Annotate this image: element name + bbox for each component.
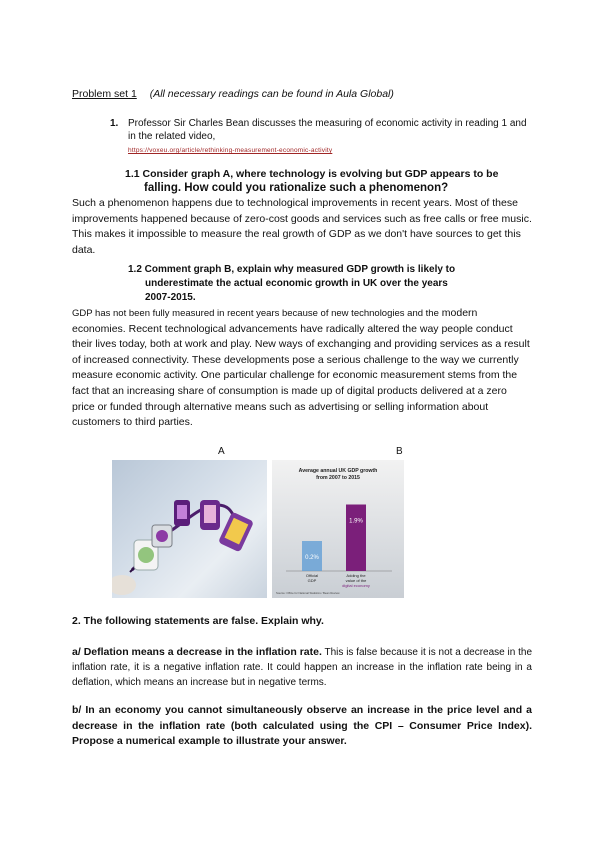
question-1 — [110, 117, 530, 157]
question-2a-answer: This is false because it is not a decrease in the inflation rate, it is a negative inflation rate. It could happen an increase in the inflation rate being in a deflation, which means an increase but in negative terms. — [72, 647, 533, 688]
problem-set-title: Problem set 1 — [72, 88, 137, 100]
question-1-2 — [128, 263, 528, 305]
question-1-text: Professor Sir Charles Bean discusses the measuring of economic activity in reading 1 and in the related video, — [128, 118, 527, 142]
answer-1-2-rest: modern economies. Recent technological advancements have radically altered the way people conduct their lives today, both at work and play. New ways of exchanging and providing services as a result of increased connectivity. These developments pose a serious challenge to the way we currently measure economic activity. One particular challenge for economic measurement stems from the fact that an increasing share of consumption is made up of digital products delivered at a zero price or funded through alternative means such as advertising or selling information about customers to third parties. — [72, 307, 530, 429]
voxeu-article-link[interactable]: https://voxeu.org/article/rethinking-measurement-economic-activity — [128, 147, 333, 154]
category-label: value of the — [345, 578, 367, 583]
question-1-2-line1: 1.2 Comment graph B, explain why measured GDP growth is likely to — [128, 264, 456, 275]
category-label: digital economy — [342, 583, 370, 588]
graph-a-image — [112, 460, 267, 598]
gdp-growth-bar-chart — [272, 460, 404, 598]
question-1-1-line2: falling. How could you rationalize such a phenomenon? — [144, 182, 449, 194]
question-1-1 — [125, 167, 525, 195]
problem-set-header — [72, 88, 394, 100]
technology-evolution-illustration — [112, 460, 267, 598]
answer-1-1: Such a phenomenon happens due to technological improvements in recent years. Most of these improvements happened because of zero-cost goods and services such as free calls or free music. This makes it impossible to measure the real growth of GDP as we don't have sources to get this data. — [72, 197, 532, 256]
question-2a — [72, 645, 532, 690]
question-2-heading: 2. The following statements are false. Explain why. — [72, 615, 324, 627]
figure-a-label: A — [218, 446, 225, 457]
graph-b-title-line2: from 2007 to 2015 — [316, 475, 360, 481]
graph-b-chart — [272, 460, 404, 598]
bar-digital-economy — [346, 505, 366, 572]
category-label: Official — [305, 573, 319, 578]
question-2b: b/ In an economy you cannot simultaneously observe an increase in the price level and a decrease in the inflation rate (both calculated using the CPI – Consumer Price Index). Propose a numerical example to illustrate your answer. — [72, 704, 532, 747]
graph-b-title-line1: Average annual UK GDP growth — [298, 468, 378, 474]
readings-note: (All necessary readings can be found in Aula Global) — [149, 88, 394, 100]
figure-b-label: B — [396, 446, 403, 457]
answer-1-2-first-line: GDP has not been fully measured in recent years because of new technologies and the — [72, 308, 439, 319]
category-label: Adding the — [346, 573, 366, 578]
question-1-number: 1. — [110, 118, 119, 129]
answer-1-2 — [72, 306, 532, 431]
bar-value-label: 0.2% — [305, 555, 319, 561]
graph-b-source: Source: Office for National Statistics / Bean Review — [276, 591, 340, 595]
question-2a-statement: a/ Deflation means a decrease in the inflation rate. — [72, 646, 322, 658]
category-label: GDP — [307, 578, 317, 583]
question-1-2-line3: 2007-2015. — [145, 292, 196, 303]
bar-value-label: 1.9% — [349, 518, 363, 525]
question-1-1-line1: 1.1 Consider graph A, where technology is evolving but GDP appears to be — [125, 168, 499, 180]
question-1-2-line2: underestimate the actual economic growth in UK over the years — [145, 278, 448, 289]
